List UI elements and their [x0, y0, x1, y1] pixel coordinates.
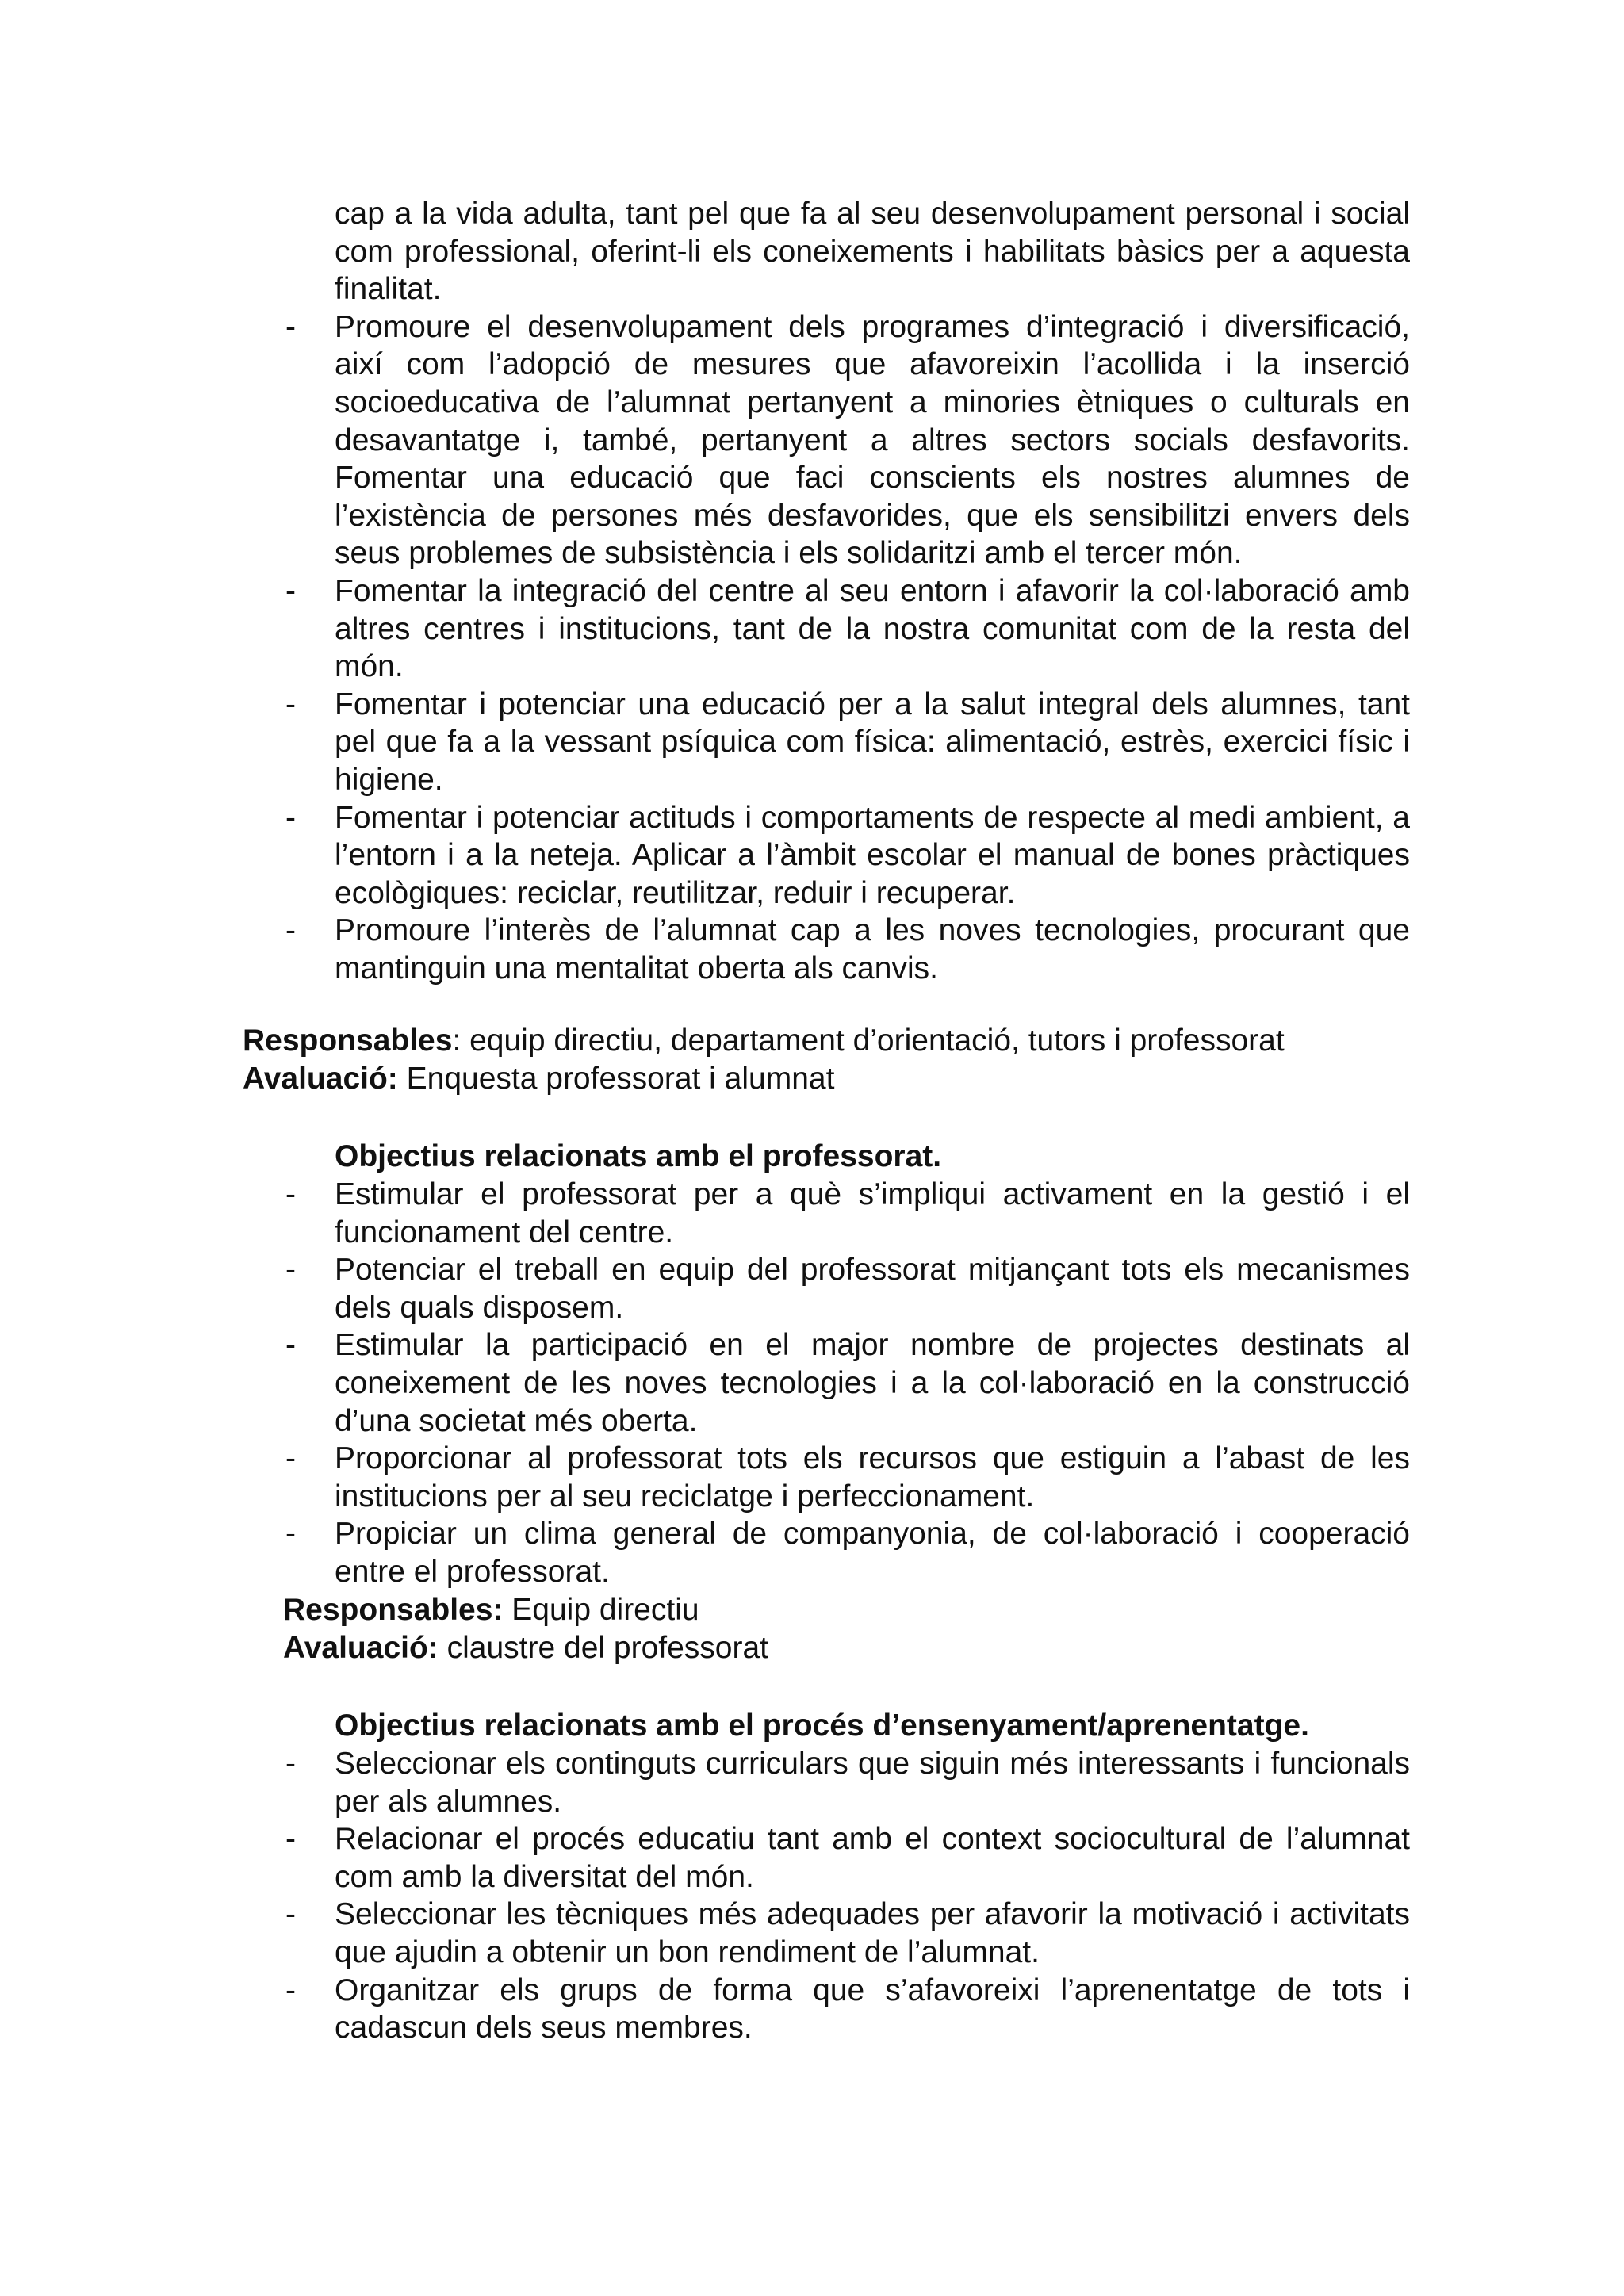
section1-responsables-line	[243, 1022, 1285, 1060]
list-item-text: Promoure el desenvolupament dels programes d’integració i diversificació, així com l’adopció de mesures que afavoreixin l’acollida i la inserció socioeducativa de l’alumnat pertanyent a minories ètniques o culturals en desavantatge i, també, pertanyent a altres sectors socials desfavorits. Fomentar una educació que faci conscients els nostres alumnes de l’existència de persones més desfavorides, que els sensibilitzi envers dels seus problemes de subsistència i els solidaritzi amb el tercer món.	[335, 309, 1410, 571]
responsables-value: : equip directiu, departament d’orientació, tutors i professorat	[452, 1024, 1285, 1058]
list-item-text: Seleccionar els continguts curriculars que siguin més interessants i funcionals per als alumnes.	[335, 1747, 1410, 1819]
list-item	[285, 308, 1410, 572]
list-dash: -	[285, 913, 296, 948]
list-dash: -	[285, 1747, 296, 1781]
list-item	[285, 799, 1410, 913]
section2-list	[285, 1176, 1410, 1591]
responsables-label: Responsables	[243, 1024, 453, 1058]
list-item-text: Promoure l’interès de l’alumnat cap a les noves tecnologies, procurant que mantinguin una mentalitat oberta als canvis.	[335, 913, 1410, 985]
list-item	[285, 912, 1410, 987]
list-item-text: Organitzar els grups de forma que s’afavoreixi l’aprenentatge de tots i cadascun dels seus membres.	[335, 1973, 1410, 2045]
responsables-label: Responsables:	[283, 1593, 504, 1627]
list-dash: -	[285, 1177, 296, 1211]
list-dash: -	[285, 309, 296, 344]
list-item	[285, 1251, 1410, 1326]
list-item	[335, 195, 1410, 308]
list-item	[285, 1326, 1410, 1440]
list-item-text: Seleccionar les tècniques més adequades per afavorir la motivació i activitats que ajudin a obtenir un bon rendiment de l’alumnat.	[335, 1897, 1410, 1969]
list-dash: -	[285, 1822, 296, 1857]
responsables-value: Equip directiu	[503, 1593, 699, 1627]
list-item-text: Fomentar la integració del centre al seu entorn i afavorir la col·laboració amb altres centres i institucions, tant de la nostra comunitat com de la resta del món.	[335, 573, 1410, 684]
list-item-text: Relacionar el procés educatiu tant amb el context sociocultural de l’alumnat com amb la diversitat del món.	[335, 1822, 1410, 1894]
avaluacio-value: Enquesta professorat i alumnat	[397, 1062, 835, 1096]
avaluacio-label: Avaluació:	[243, 1062, 398, 1096]
list-item	[285, 1176, 1410, 1251]
list-item-text: Estimular la participació en el major nombre de projectes destinats al coneixement de les noves tecnologies i a la col·laboració en la construcció d’una societat més oberta.	[335, 1328, 1410, 1438]
avaluacio-label: Avaluació:	[283, 1631, 439, 1665]
list-dash: -	[285, 1253, 296, 1288]
avaluacio-value: claustre del professorat	[438, 1631, 768, 1665]
list-dash: -	[285, 800, 296, 835]
list-dash: -	[285, 1973, 296, 2007]
list-item-text: Propiciar un clima general de companyonia, de col·laboració i cooperació entre el professorat.	[335, 1517, 1410, 1589]
list-dash: -	[285, 1441, 296, 1476]
section2-responsables-line	[283, 1591, 699, 1629]
list-dash: -	[285, 1897, 296, 1932]
list-dash: -	[285, 1517, 296, 1552]
list-item-text: Fomentar i potenciar actituds i comportaments de respecte al medi ambient, a l’entorn i a la neteja. Aplicar a l’àmbit escolar el manual de bones pràctiques ecològiques: reciclar, reutilitzar, reduir i recuperar.	[335, 800, 1410, 910]
list-item	[285, 1440, 1410, 1515]
section1-avaluacio-line	[243, 1060, 834, 1098]
list-item	[285, 572, 1410, 686]
section3-list	[285, 1745, 1410, 2047]
section2-heading: Objectius relacionats amb el professorat.	[335, 1139, 942, 1173]
section1-list	[285, 195, 1410, 987]
list-dash: -	[285, 1328, 296, 1363]
list-item	[285, 686, 1410, 799]
list-item-text: Potenciar el treball en equip del professorat mitjançant tots els mecanismes dels quals disposem.	[335, 1253, 1410, 1325]
list-dash: -	[285, 687, 296, 721]
list-item	[285, 1515, 1410, 1590]
list-item-text: cap a la vida adulta, tant pel que fa al seu desenvolupament personal i social com professional, oferint-li els coneixements i habilitats bàsics per a aquesta finalitat.	[335, 197, 1410, 307]
list-item-text: Proporcionar al professorat tots els recursos que estiguin a l’abast de les institucions per al seu reciclatge i perfeccionament.	[335, 1441, 1410, 1513]
section2-avaluacio-line	[283, 1629, 768, 1667]
section3-heading: Objectius relacionats amb el procés d’ensenyament/aprenentatge.	[335, 1709, 1309, 1743]
list-item-text: Fomentar i potenciar una educació per a la salut integral dels alumnes, tant pel que fa a la vessant psíquica com física: alimentació, estrès, exercici físic i higiene.	[335, 687, 1410, 797]
list-item	[285, 1745, 1410, 1820]
list-item	[285, 1896, 1410, 1971]
list-item	[285, 1972, 1410, 2047]
list-item-text: Estimular el professorat per a què s’impliqui activament en la gestió i el funcionament del centre.	[335, 1177, 1410, 1249]
list-item	[285, 1820, 1410, 1896]
list-dash: -	[285, 573, 296, 608]
